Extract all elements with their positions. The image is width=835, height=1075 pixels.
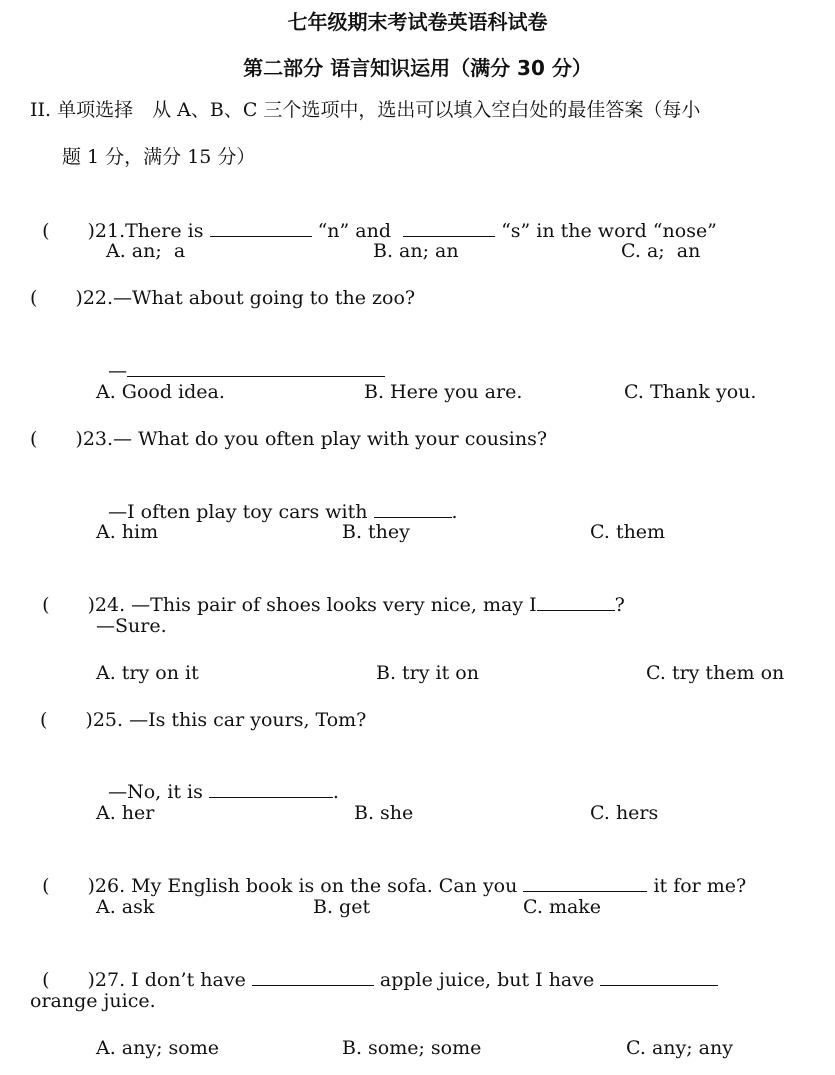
q24-stem-a: ( )24. —This pair of shoes looks very nice, may I xyxy=(42,594,537,616)
section-subtitle: 第二部分 语言知识运用（满分 30 分） xyxy=(243,56,592,80)
q23-reply xyxy=(96,473,458,525)
q24-option-c: C. try them on xyxy=(646,662,785,684)
q27-stem-b: apple juice, but I have xyxy=(373,969,601,991)
q22-option-b: B. Here you are. xyxy=(364,381,523,403)
q21-option-c: C. a; an xyxy=(621,240,701,262)
q26-stem-a: ( )26. My English book is on the sofa. Can you xyxy=(42,875,524,897)
q27-stem-a: ( )27. I don’t have xyxy=(42,969,252,991)
q21-option-a: A. an; a xyxy=(106,240,186,262)
q21-stem-a: ( )21.There is xyxy=(42,220,210,242)
section-heading: II. 单项选择 从 A、B、C 三个选项中，选出可以填入空白处的最佳答案（每小 xyxy=(30,99,701,121)
answer-blank xyxy=(374,499,452,518)
q22-option-a: A. Good idea. xyxy=(96,381,225,403)
question-24 xyxy=(30,566,625,618)
q22-reply-dash: — xyxy=(108,360,128,382)
question-21 xyxy=(30,192,717,244)
q21-stem-b: “n” and xyxy=(311,220,398,242)
q26-option-b: B. get xyxy=(313,896,371,918)
q25-option-c: C. hers xyxy=(590,802,659,824)
answer-blank xyxy=(403,218,495,237)
question-27 xyxy=(30,941,718,993)
q24-option-b: B. try it on xyxy=(376,662,479,684)
answer-blank xyxy=(523,873,647,892)
question-26 xyxy=(30,847,746,899)
q23-reply-b: . xyxy=(451,501,458,523)
q25-reply-b: . xyxy=(332,781,339,803)
exam-title: 七年级期末考试卷英语科试卷 xyxy=(287,10,548,34)
q22-reply xyxy=(96,332,385,384)
q25-reply xyxy=(96,753,339,805)
q21-option-b: B. an; an xyxy=(373,240,459,262)
q23-reply-a: —I often play toy cars with xyxy=(108,501,374,523)
q25-option-a: A. her xyxy=(96,802,155,824)
q27-option-a: A. any; some xyxy=(96,1037,219,1059)
question-23: ( )23.— What do you often play with your cousins? xyxy=(30,428,548,450)
answer-blank xyxy=(252,967,374,986)
answer-blank xyxy=(209,779,333,798)
q22-option-c: C. Thank you. xyxy=(624,381,757,403)
q25-reply-a: —No, it is xyxy=(108,781,209,803)
answer-blank xyxy=(127,358,385,377)
q23-option-c: C. them xyxy=(590,521,666,543)
answer-blank xyxy=(600,967,718,986)
answer-blank xyxy=(537,592,615,611)
q26-option-a: A. ask xyxy=(96,896,155,918)
q24-option-a: A. try on it xyxy=(96,662,199,684)
question-22: ( )22.—What about going to the zoo? xyxy=(30,287,416,309)
q23-option-b: B. they xyxy=(342,521,410,543)
section-heading-cont: 题 1 分，满分 15 分） xyxy=(62,146,256,168)
q27-option-b: B. some; some xyxy=(342,1037,482,1059)
q23-option-a: A. him xyxy=(96,521,159,543)
answer-blank xyxy=(210,218,312,237)
q27-option-c: C. any; any xyxy=(626,1037,733,1059)
q25-option-b: B. she xyxy=(354,802,414,824)
q27-stem-cont: orange juice. xyxy=(30,990,156,1012)
q26-option-c: C. make xyxy=(523,896,602,918)
q21-stem-c: “s” in the word “nose” xyxy=(495,220,717,242)
question-25: ( )25. —Is this car yours, Tom? xyxy=(40,709,367,731)
q24-stem-b: ? xyxy=(614,594,625,616)
q26-stem-b: it for me? xyxy=(647,875,747,897)
q24-reply: —Sure. xyxy=(96,615,167,637)
